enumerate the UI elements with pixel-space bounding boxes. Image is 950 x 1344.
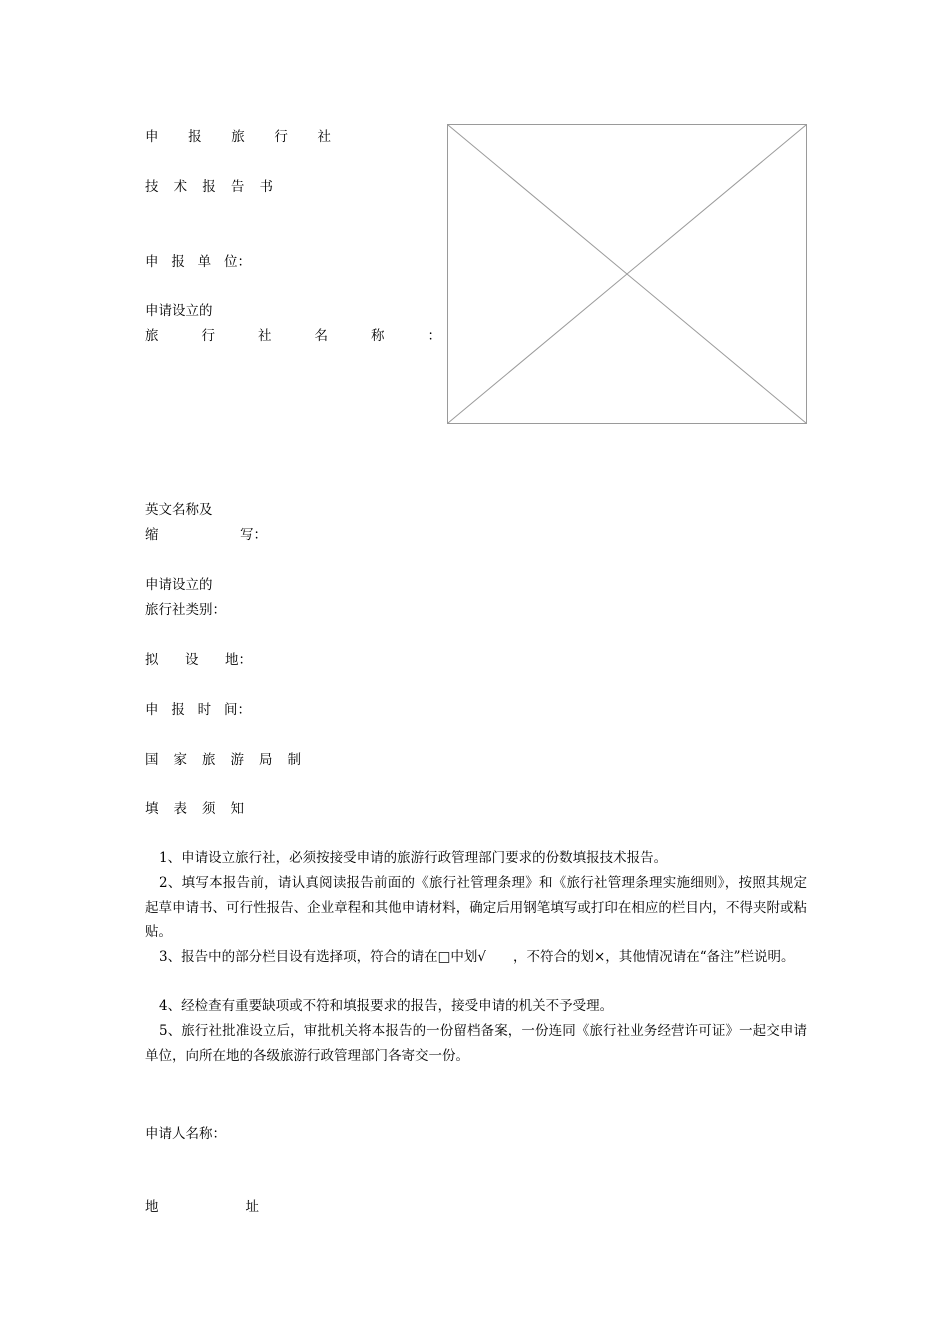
english-name-label-line2: 缩 写： xyxy=(145,527,267,543)
location-label: 拟 设 地： xyxy=(145,652,252,668)
unit-label: 申 报 单 位： xyxy=(145,254,251,270)
applicant-address-label: 地 址 xyxy=(145,1199,259,1215)
notice-item: 1、申请设立旅行社，必须按接受申请的旅游行政管理部门要求的份数填报技术报告。 xyxy=(159,850,668,866)
notice-item: 4、经检查有重要缺项或不符和填报要求的报告，接受申请的机关不予受理。 xyxy=(159,998,614,1014)
placeholder-cross-icon xyxy=(448,125,806,423)
agency-name-label-line2: 旅 行 社 名 称 ： xyxy=(145,328,441,344)
agency-name-label-line1: 申请设立的 xyxy=(145,303,213,319)
applicant-name-label: 申请人名称： xyxy=(145,1126,226,1142)
issuer-line: 国 家 旅 游 局 制 xyxy=(145,752,301,768)
title-char: 行 xyxy=(274,129,288,145)
image-placeholder xyxy=(447,124,807,424)
title-char: 报 xyxy=(188,129,202,145)
category-label-line1: 申请设立的 xyxy=(145,577,213,593)
notice-item: 3、报告中的部分栏目设有选择项，符合的请在□中划√ ，不符合的划×，其他情况请在“备注”栏说明。 xyxy=(159,949,795,965)
category-label-line2: 旅行社类别： xyxy=(145,602,226,618)
cover-title-line2 xyxy=(145,178,273,196)
date-label: 申 报 时 间： xyxy=(145,702,251,718)
title-char: 告 xyxy=(230,179,245,195)
title-char: 书 xyxy=(259,179,273,195)
title-char: 申 xyxy=(145,129,159,145)
title-char: 旅 xyxy=(231,129,245,145)
title-char: 术 xyxy=(173,179,188,195)
title-char: 社 xyxy=(317,129,331,145)
title-char: 报 xyxy=(202,179,216,195)
notice-title: 填 表 须 知 xyxy=(145,801,244,817)
notice-item: 2、填写本报告前，请认真阅读报告前面的《旅行社管理条理》和《旅行社管理条理实施细则》，按照其规定起草申请书、可行性报告、企业章程和其他申请材料，确定后用钢笔填写或打印在相应的栏目内，不得夹附或粘贴。 xyxy=(145,875,807,940)
cover-title-line1 xyxy=(145,128,331,146)
english-name-label-line1: 英文名称及 xyxy=(145,502,213,518)
title-char: 技 xyxy=(145,179,159,195)
notice-item: 5、旅行社批准设立后，审批机关将本报告的一份留档备案，一份连同《旅行社业务经营许可证》一起交申请单位，向所在地的各级旅游行政管理部门各寄交一份。 xyxy=(145,1023,807,1064)
